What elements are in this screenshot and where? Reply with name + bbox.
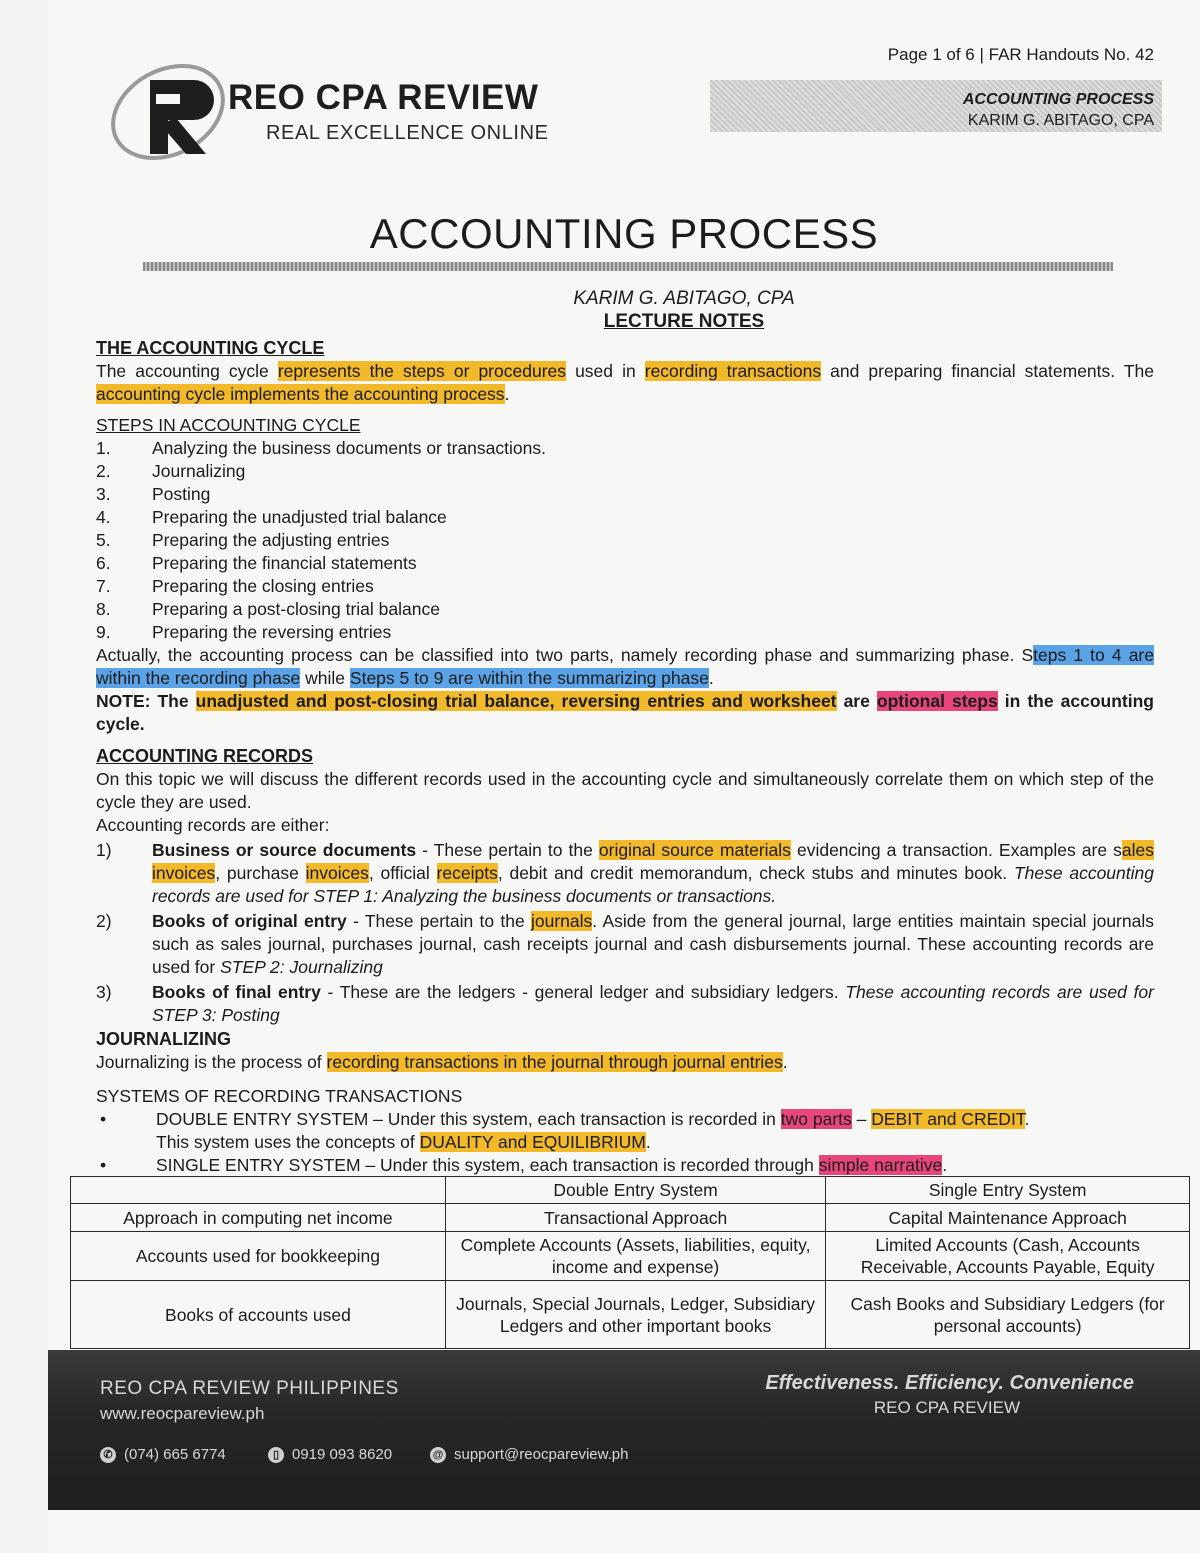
text: - These pertain to the	[416, 840, 599, 860]
step-number: 6.	[96, 553, 111, 573]
text: are	[836, 691, 877, 711]
list-item	[96, 483, 1154, 506]
step-text: Preparing the closing entries	[152, 576, 374, 596]
bullet-icon: •	[100, 1155, 107, 1175]
footer-mobile	[268, 1446, 392, 1463]
title-divider	[143, 262, 1113, 271]
text: . Aside from the general journal, large entities maintain special journals such as sales journal, purchases journal, cash receipts journal and cash disbursements journal. These accounting records are used for	[152, 911, 1154, 977]
steps-list	[96, 437, 1154, 644]
table-cell: Journals, Special Journals, Ledger, Subsidiary Ledgers and other important books	[445, 1281, 825, 1349]
highlight: original source materials	[598, 840, 791, 860]
list-item	[96, 839, 1154, 908]
list-item	[96, 598, 1154, 621]
text: NOTE: The	[96, 691, 196, 711]
section-heading: JOURNALIZING	[96, 1029, 231, 1049]
phone-text: (074) 665 6774	[124, 1446, 226, 1463]
text: These accounting records are used for STEP 1: Analyzing the business documents or transactions.	[152, 863, 1154, 906]
list-item	[96, 552, 1154, 575]
logo-name: REO CPA REVIEW	[228, 78, 539, 117]
table-cell: Limited Accounts (Cash, Accounts Receivable, Accounts Payable, Equity	[826, 1232, 1190, 1281]
text: and preparing financial statements. The	[821, 361, 1155, 381]
list-item	[96, 437, 1154, 460]
footer-org: REO CPA REVIEW PHILIPPINES	[100, 1378, 399, 1399]
table-cell: Capital Maintenance Approach	[826, 1204, 1190, 1232]
text: This system uses the concepts of	[156, 1132, 420, 1152]
highlight: recording transactions in the journal through journal entries	[326, 1052, 783, 1072]
text: , debit and credit memorandum, check stubs and minutes book.	[497, 863, 1014, 883]
item-title: Books of original entry	[152, 911, 347, 931]
item-number: 1)	[96, 840, 112, 860]
step-text: Preparing the adjusting entries	[152, 530, 390, 550]
step-text: Preparing the reversing entries	[152, 622, 392, 642]
item-number: 3)	[96, 982, 112, 1002]
text: Actually, the accounting process can be classified into two parts, namely recording phase and summarizing phase. S	[96, 645, 1034, 665]
paragraph: Accounting records are either:	[96, 815, 330, 835]
table-cell	[71, 1177, 446, 1204]
text: in the accounting cycle.	[96, 691, 1154, 734]
table-row	[71, 1232, 1190, 1281]
text: .	[1024, 1109, 1030, 1129]
text: The accounting cycle	[96, 361, 278, 381]
document-title: ACCOUNTING PROCESS	[369, 210, 879, 257]
text: .	[782, 1052, 788, 1072]
text: .	[708, 668, 714, 688]
text: –	[851, 1109, 872, 1129]
mobile-icon: ▯	[268, 1447, 284, 1463]
highlight: recording transactions	[644, 361, 822, 381]
text: - These pertain to the	[346, 911, 531, 931]
highlight: accounting cycle implements the accounting process	[96, 384, 505, 404]
table-cell: Single Entry System	[826, 1177, 1190, 1204]
section-heading: SYSTEMS OF RECORDING TRANSACTIONS	[96, 1086, 463, 1106]
email-icon: @	[430, 1447, 446, 1463]
section-heading: ACCOUNTING RECORDS	[96, 746, 314, 766]
page-number: Page 1 of 6 | FAR Handouts No. 42	[887, 45, 1154, 64]
paragraph	[96, 1051, 1154, 1074]
table-cell: Approach in computing net income	[71, 1204, 446, 1232]
list-item	[96, 1108, 1154, 1154]
step-text: Preparing the unadjusted trial balance	[152, 507, 447, 527]
text: STEP 2: Journalizing	[220, 957, 383, 977]
step-text: Posting	[152, 484, 211, 504]
item-text	[152, 981, 1154, 1027]
step-text: Journalizing	[152, 461, 246, 481]
phone-icon: ✆	[100, 1447, 116, 1463]
list-item	[96, 529, 1154, 552]
highlight: two parts	[780, 1109, 852, 1129]
highlight: represents the steps or procedures	[277, 361, 567, 381]
table-cell: Cash Books and Subsidiary Ledgers (for personal accounts)	[826, 1281, 1190, 1349]
bullet-icon: •	[100, 1109, 107, 1129]
step-number: 9.	[96, 622, 111, 642]
table-cell: Transactional Approach	[445, 1204, 825, 1232]
text: used in	[566, 361, 645, 381]
step-number: 8.	[96, 599, 111, 619]
accounting-cycle-section	[96, 337, 1154, 736]
step-text: Analyzing the business documents or transactions.	[152, 438, 546, 458]
list-item	[96, 1154, 1154, 1177]
text: Journalizing is the process of	[96, 1052, 327, 1072]
list-item	[96, 506, 1154, 529]
footer-brand: REO CPA REVIEW	[873, 1398, 1020, 1417]
footer-email	[430, 1446, 629, 1463]
header-topic: ACCOUNTING PROCESS	[962, 91, 1154, 108]
highlight: simple narrative	[818, 1155, 943, 1175]
table-cell: Accounts used for bookkeeping	[71, 1232, 446, 1281]
text: , official	[368, 863, 437, 883]
text: These accounting records are used for STEP 3: Posting	[152, 982, 1154, 1025]
highlight: DEBIT and CREDIT	[871, 1109, 1025, 1129]
step-text: Preparing a post-closing trial balance	[152, 599, 440, 619]
item-text	[156, 1154, 1154, 1177]
header-author: KARIM G. ABITAGO, CPA	[967, 112, 1154, 129]
paragraph: On this topic we will discuss the different records used in the accounting cycle and simultaneously correlate them on which step of the cycle they are used.	[96, 769, 1154, 812]
handout-page	[48, 0, 1200, 1553]
footer-website-link[interactable]: www.reocpareview.ph	[100, 1404, 265, 1423]
text: evidencing a transaction. Examples are s	[790, 840, 1122, 860]
table-cell: Double Entry System	[445, 1177, 825, 1204]
comparison-table	[70, 1176, 1190, 1349]
section-heading: THE ACCOUNTING CYCLE	[96, 338, 325, 358]
highlight: invoices	[305, 863, 369, 883]
accounting-records-section	[96, 745, 1154, 1027]
table-cell: Books of accounts used	[71, 1281, 446, 1349]
step-text: Preparing the financial statements	[152, 553, 417, 573]
step-number: 5.	[96, 530, 111, 550]
author-name: KARIM G. ABITAGO, CPA	[573, 288, 795, 309]
note-paragraph	[96, 690, 1154, 736]
highlight: teps 1 to 4 are within the recording phase	[96, 645, 1154, 688]
step-number: 7.	[96, 576, 111, 596]
text: SINGLE ENTRY SYSTEM – Under this system, each transaction is recorded through	[156, 1155, 819, 1175]
text: .	[645, 1132, 651, 1152]
text: DOUBLE ENTRY SYSTEM – Under this system, each transaction is recorded in	[156, 1109, 781, 1129]
list-item	[96, 575, 1154, 598]
text: , purchase	[215, 863, 306, 883]
reo-logo	[106, 60, 576, 170]
step-number: 1.	[96, 438, 111, 458]
list-item	[96, 910, 1154, 979]
text: .	[942, 1155, 948, 1175]
highlight: Steps 5 to 9 are within the summarizing phase	[349, 668, 709, 688]
table-cell: Complete Accounts (Assets, liabilities, equity, income and expense)	[445, 1232, 825, 1281]
table-header-row	[71, 1177, 1190, 1204]
item-title: Books of final entry	[152, 982, 321, 1002]
item-text	[152, 839, 1154, 908]
highlight: unadjusted and post-closing trial balance, reversing entries and worksheet	[195, 691, 837, 711]
item-title: Business or source documents	[152, 840, 417, 860]
logo-tagline: REAL EXCELLENCE ONLINE	[266, 122, 549, 144]
recording-systems-section	[96, 1085, 1154, 1177]
item-number: 2)	[96, 911, 112, 931]
item-text	[156, 1108, 1154, 1154]
text: .	[504, 384, 510, 404]
page-footer	[48, 1350, 1200, 1510]
item-text	[152, 910, 1154, 979]
footer-slogan: Effectiveness. Efficiency. Convenience	[765, 1372, 1134, 1394]
step-number: 3.	[96, 484, 111, 504]
scan-margin	[0, 0, 48, 1553]
highlight: ales invoices	[152, 840, 1154, 883]
journalizing-section	[96, 1028, 1154, 1074]
paragraph	[96, 360, 1154, 406]
table-row	[71, 1281, 1190, 1349]
reo-logo-mark-icon	[106, 60, 236, 170]
highlight: DUALITY and EQUILIBRIUM	[419, 1132, 646, 1152]
footer-phone	[100, 1446, 226, 1463]
highlight: journals	[530, 911, 593, 931]
list-item	[96, 460, 1154, 483]
table-row	[71, 1204, 1190, 1232]
list-item	[96, 621, 1154, 644]
text: while	[300, 668, 350, 688]
phases-paragraph	[96, 644, 1154, 690]
text: - These are the ledgers - general ledger and subsidiary ledgers.	[320, 982, 846, 1002]
steps-heading: STEPS IN ACCOUNTING CYCLE	[96, 415, 361, 435]
step-number: 4.	[96, 507, 111, 527]
mobile-text: 0919 093 8620	[292, 1446, 393, 1463]
highlight: optional steps	[876, 691, 998, 711]
step-number: 2.	[96, 461, 111, 481]
email-text: support@reocpareview.ph	[454, 1446, 629, 1463]
highlight: receipts	[436, 863, 498, 883]
lecture-notes-label: LECTURE NOTES	[603, 311, 765, 332]
list-item	[96, 981, 1154, 1027]
